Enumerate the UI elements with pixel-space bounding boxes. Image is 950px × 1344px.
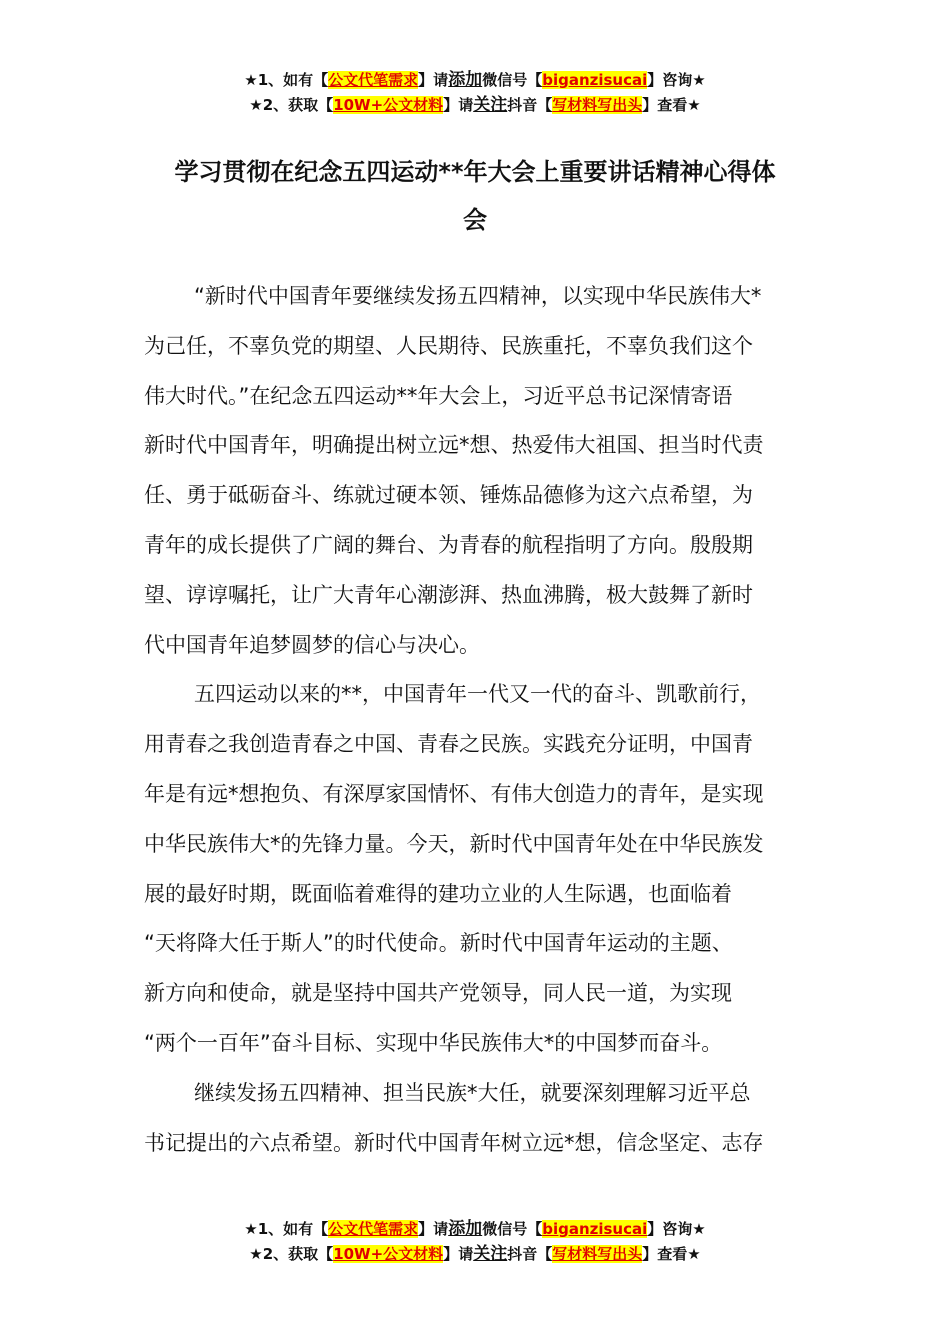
text-line: “新时代中国青年要继续发扬五四精神，以实现中华民族伟大* — [194, 284, 762, 308]
douyin-name: 写材料写出头 — [552, 96, 643, 114]
footer-banner — [0, 1217, 950, 1267]
text-line: 展的最好时期，既面临着难得的建功立业的人生际遇，也面临着 — [144, 881, 732, 906]
douyin-name: 写材料写出头 — [552, 1245, 643, 1263]
text-line: “天将降大任于斯人”的时代使命。新时代中国青年运动的主题、 — [144, 931, 733, 956]
t: 】请 — [418, 71, 449, 89]
text-line: 继续发扬五四精神、担当民族*大任，就要深刻理解习近平总 — [194, 1080, 751, 1105]
document-title — [140, 148, 810, 244]
text-line: 年是有远*想抱负、有深厚家国情怀、有伟大创造力的青年，是实现 — [144, 781, 764, 806]
text-line: 任、勇于砥砺奋斗、练就过硬本领、锤炼品德修为这六点希望，为 — [144, 483, 753, 508]
text-line: 代中国青年追梦圆梦的信心与决心。 — [144, 632, 480, 657]
highlight: 10W+公文材料 — [333, 96, 444, 114]
text-line: 新时代中国青年，明确提出树立远*想、热爱伟大祖国、担当时代责 — [144, 433, 764, 458]
text-line: 伟大时代。”在纪念五四运动**年大会上，习近平总书记深情寄语 — [144, 383, 733, 408]
text-line: “两个一百年”奋斗目标、实现中华民族伟大*的中国梦而奋斗。 — [144, 1030, 723, 1055]
emphasis: 添加 — [448, 70, 483, 90]
title-line: 会 — [463, 206, 487, 234]
t: ★2、获取【 — [249, 96, 334, 114]
highlight: 10W+公文材料 — [333, 1245, 444, 1263]
emphasis: 添加 — [448, 1219, 483, 1239]
highlight: 公文代笔需求 — [328, 71, 419, 89]
t: 】请 — [443, 96, 474, 114]
t: ★1、如有【 — [244, 71, 329, 89]
paragraph — [144, 1069, 814, 1169]
banner-line-1 — [0, 1217, 950, 1242]
header-banner — [0, 68, 950, 118]
emphasis: 关注 — [473, 1244, 508, 1264]
paragraph — [144, 670, 814, 1068]
text-line: 青年的成长提供了广阔的舞台、为青春的航程指明了方向。殷殷期 — [144, 532, 753, 557]
t: 】咨询★ — [647, 71, 706, 89]
text-line: 用青春之我创造青春之中国、青春之民族。实践充分证明，中国青 — [144, 732, 753, 757]
text-line: 书记提出的六点希望。新时代中国青年树立远*想，信念坚定、志存 — [144, 1130, 764, 1155]
highlight: 公文代笔需求 — [328, 1220, 419, 1238]
wechat-id: biganzisucai — [542, 1220, 648, 1238]
t: 】请 — [418, 1220, 449, 1238]
text-line: 五四运动以来的**，中国青年一代又一代的奋斗、凯歌前行， — [194, 682, 761, 707]
banner-line-2 — [0, 1242, 950, 1267]
text-line: 中华民族伟大*的先锋力量。今天，新时代中国青年处在中华民族发 — [144, 831, 764, 856]
document-body — [144, 272, 814, 1168]
t: 】请 — [443, 1245, 474, 1263]
t: ★1、如有【 — [244, 1220, 329, 1238]
t: 抖音【 — [507, 1245, 553, 1263]
t: 微信号【 — [482, 71, 543, 89]
text-line: 望、谆谆嘱托，让广大青年心潮澎湃、热血沸腾，极大鼓舞了新时 — [144, 582, 753, 607]
t: 】查看★ — [642, 96, 701, 114]
paragraph — [144, 272, 814, 670]
t: 微信号【 — [482, 1220, 543, 1238]
title-line: 学习贯彻在纪念五四运动**年大会上重要讲话精神心得体 — [174, 158, 776, 186]
banner-line-1 — [0, 68, 950, 93]
t: ★2、获取【 — [249, 1245, 334, 1263]
t: 抖音【 — [507, 96, 553, 114]
emphasis: 关注 — [473, 95, 508, 115]
text-line: 新方向和使命，就是坚持中国共产党领导，同人民一道，为实现 — [144, 981, 732, 1006]
wechat-id: biganzisucai — [542, 71, 648, 89]
t: 】咨询★ — [647, 1220, 706, 1238]
t: 】查看★ — [642, 1245, 701, 1263]
banner-line-2 — [0, 93, 950, 118]
text-line: 为己任，不辜负党的期望、人民期待、民族重托，不辜负我们这个 — [144, 333, 753, 358]
